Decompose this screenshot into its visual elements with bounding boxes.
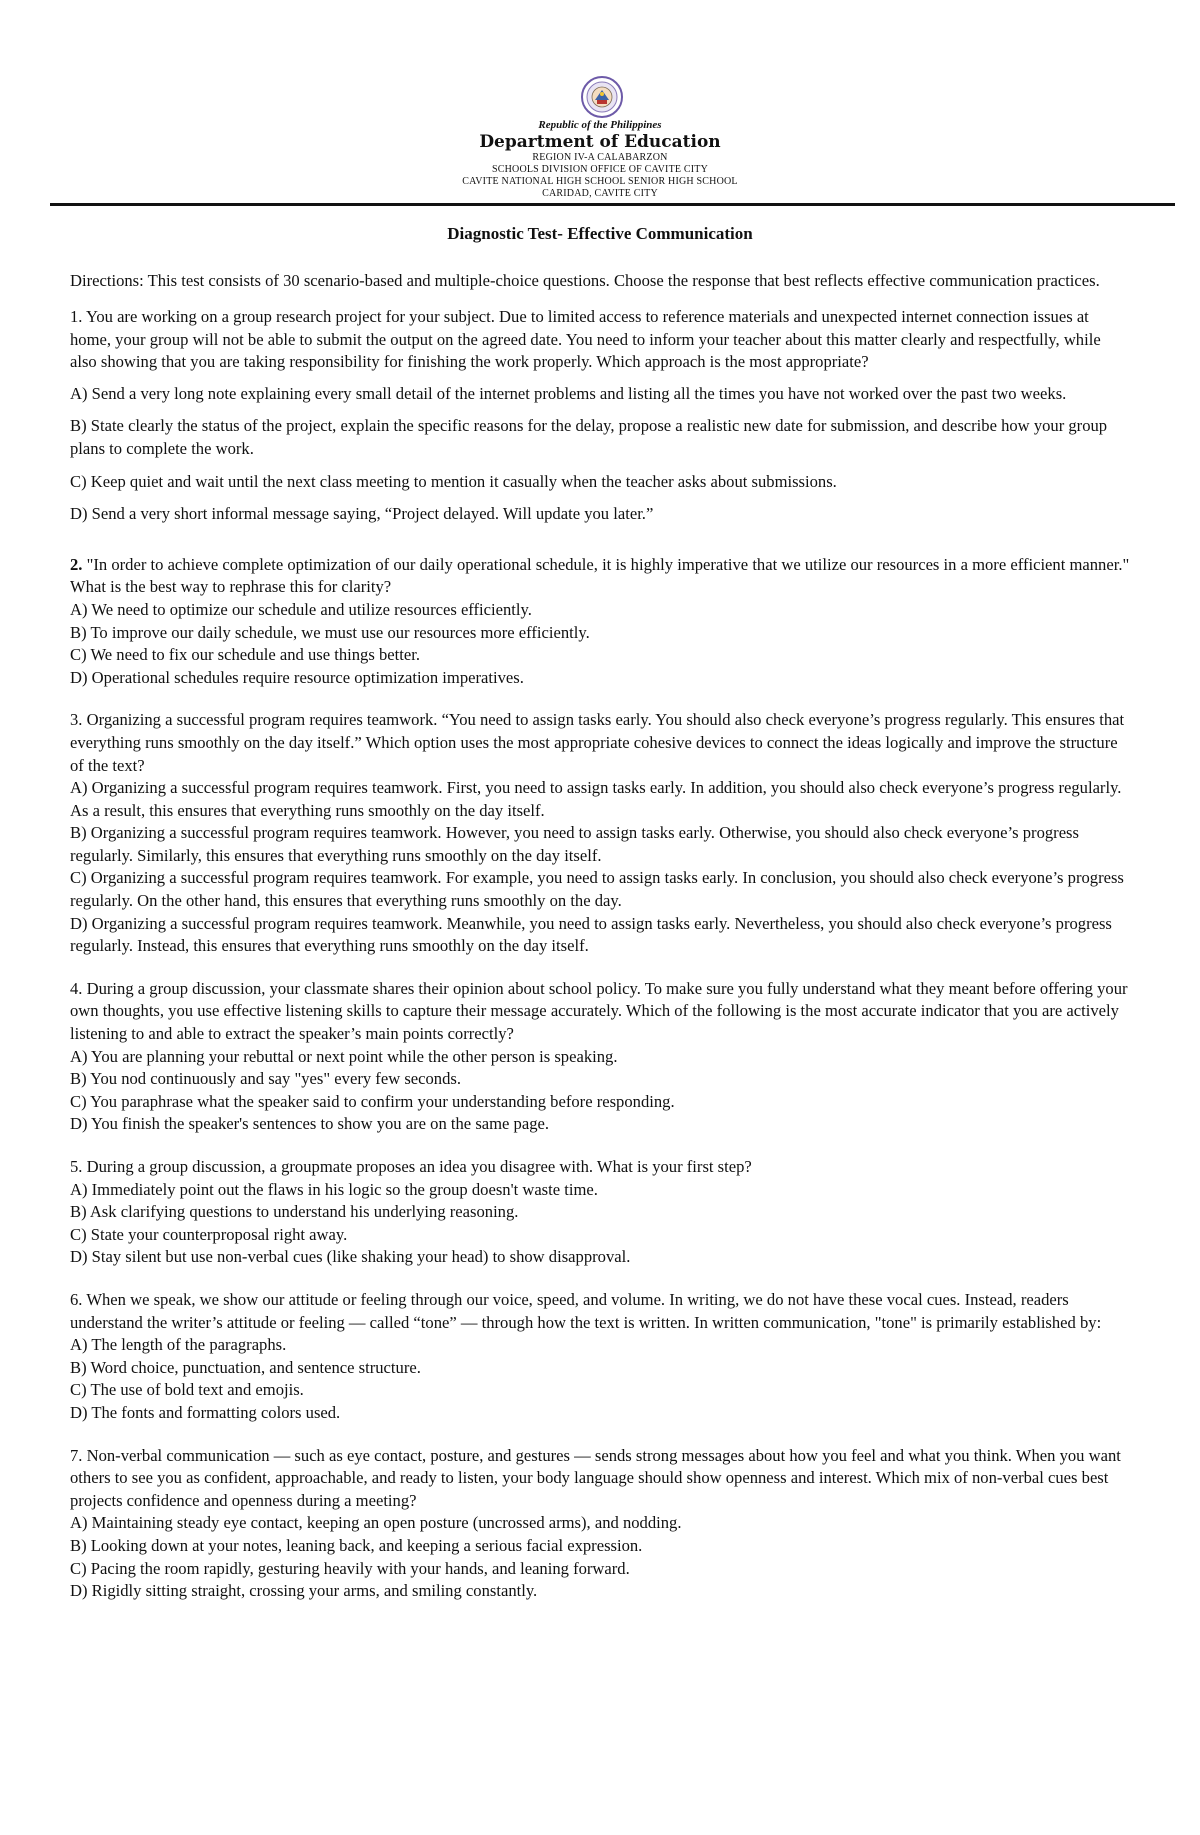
option-b: B) Word choice, punctuation, and sentence structure. — [70, 1357, 421, 1377]
option-d: D) Operational schedules require resource optimization imperatives. — [70, 667, 524, 687]
header-divider — [50, 203, 1175, 206]
option-d: D) Rigidly sitting straight, crossing your arms, and smiling constantly. — [70, 1581, 538, 1601]
header-department: Department of Education — [479, 132, 721, 152]
directions: Directions: This test consists of 30 scenario-based and multiple-choice questions. Choose the response that best reflects effective communication practices. — [70, 271, 1100, 290]
question-stem — [70, 1445, 1130, 1513]
page-title: Diagnostic Test- Effective Communication — [447, 224, 753, 243]
question-text: "In order to achieve complete optimization of our daily operational schedule, it is highly imperative that we utilize our resources in a more efficient manner." What is the best way to rephrase this for clarity? — [70, 554, 1130, 597]
question-4 — [70, 978, 1130, 1136]
header-republic: Republic of the Philippines — [538, 119, 662, 131]
question-stem — [70, 978, 1130, 1046]
question-number: 7. — [70, 1445, 83, 1465]
header-region: REGION IV-A CALABARZON — [532, 152, 668, 163]
option-b: B) Looking down at your notes, leaning back, and keeping a serious facial expression. — [70, 1535, 643, 1555]
question-number: 3. — [70, 710, 83, 730]
option-a: A) Immediately point out the flaws in his logic so the group doesn't waste time. — [70, 1179, 598, 1199]
question-stem — [70, 554, 1130, 599]
question-1 — [70, 306, 1130, 526]
question-number: 2. — [70, 554, 83, 574]
question-text: Non-verbal communication — such as eye contact, posture, and gestures — sends strong messages about how you feel and what you think. When you want others to see you as confident, approachable, and ready to listen, your body language should show openness and interest. Which mix of non-verbal cues best projects confidence and openness during a meeting? — [70, 1445, 1121, 1510]
option-d: D) Send a very short informal message saying, “Project delayed. Will update you later.” — [70, 504, 654, 524]
question-3 — [70, 709, 1130, 958]
option-c: C) The use of bold text and emojis. — [70, 1380, 304, 1400]
question-stem — [70, 306, 1130, 374]
option-b: B) State clearly the status of the project, explain the specific reasons for the delay, propose a realistic new date for submission, and describe how your group plans to complete the work. — [70, 416, 1108, 458]
option-c: C) You paraphrase what the speaker said to confirm your understanding before responding. — [70, 1091, 675, 1111]
question-text: When we speak, we show our attitude or feeling through our voice, speed, and volume. In writing, we do not have these vocal cues. Instead, readers understand the writer’s attitude or feeling — called “tone” — through how the text is written. In written communication, "tone" is primarily established by: — [70, 1289, 1102, 1332]
header-school: CAVITE NATIONAL HIGH SCHOOL SENIOR HIGH SCHOOL — [462, 176, 738, 187]
question-number: 4. — [70, 978, 83, 998]
option-b: B) To improve our daily schedule, we must use our resources more efficiently. — [70, 622, 590, 642]
option-d: D) Stay silent but use non-verbal cues (like shaking your head) to show disapproval. — [70, 1247, 631, 1267]
question-2 — [70, 554, 1130, 690]
option-c: C) We need to fix our schedule and use things better. — [70, 645, 420, 665]
question-stem — [70, 1289, 1130, 1334]
option-b: B) Ask clarifying questions to understand his underlying reasoning. — [70, 1202, 519, 1222]
question-stem — [70, 709, 1130, 777]
question-number: 1. — [70, 307, 83, 326]
option-b: B) You nod continuously and say "yes" every few seconds. — [70, 1069, 462, 1089]
option-c: C) Keep quiet and wait until the next class meeting to mention it casually when the teacher asks about submissions. — [70, 471, 837, 491]
question-stem — [70, 1156, 1130, 1179]
test-body — [70, 268, 1130, 1623]
option-d: D) You finish the speaker's sentences to show you are on the same page. — [70, 1114, 550, 1134]
question-text: You are working on a group research project for your subject. Due to limited access to reference materials and unexpected internet connection issues at home, your group will not be able to submit the output on the agreed date. You need to inform your teacher about this matter clearly and respectfully, while also showing that you are taking responsibility for finishing the work properly. Which approach is the most appropriate? — [70, 307, 1101, 372]
option-d: D) Organizing a successful program requires teamwork. Meanwhile, you need to assign tasks early. Nevertheless, you should also check everyone’s progress regularly. Instead, this ensures that everything runs smoothly on the day itself. — [70, 913, 1112, 956]
option-d: D) The fonts and formatting colors used. — [70, 1402, 341, 1422]
option-a: A) Send a very long note explaining every small detail of the internet problems and listing all the times you have not worked over the past two weeks. — [70, 383, 1067, 403]
header-address: CARIDAD, CAVITE CITY — [542, 188, 658, 199]
header-division: SCHOOLS DIVISION OFFICE OF CAVITE CITY — [491, 164, 709, 175]
question-text: Organizing a successful program requires teamwork. “You need to assign tasks early. You should also check everyone’s progress regularly. This ensures that everything runs smoothly on the day itself.” Which option uses the most appropriate cohesive devices to connect the ideas logically and improve the structure of the text? — [70, 710, 1125, 775]
question-text: During a group discussion, your classmate shares their opinion about school policy. To make sure you fully understand what they meant before offering your own thoughts, you use effective listening skills to capture their message accurately. Which of the following is the most accurate indicator that you are actively listening to and able to extract the speaker’s main points correctly? — [70, 978, 1128, 1044]
option-a: A) We need to optimize our schedule and utilize resources efficiently. — [70, 599, 532, 619]
question-7 — [70, 1445, 1130, 1603]
deped-seal-icon — [581, 76, 623, 118]
question-5 — [70, 1156, 1130, 1269]
question-6 — [70, 1289, 1130, 1425]
option-c: C) Organizing a successful program requires teamwork. For example, you need to assign tasks early. In conclusion, you should also check everyone’s progress regularly. On the other hand, this ensures that everything runs smoothly on the day. — [70, 868, 1124, 911]
option-b: B) Organizing a successful program requires teamwork. However, you need to assign tasks early. Otherwise, you should also check everyone’s progress regularly. Similarly, this ensures that everything runs smoothly on the day itself. — [70, 823, 1079, 865]
option-c: C) Pacing the room rapidly, gesturing heavily with your hands, and leaning forward. — [70, 1558, 630, 1578]
option-c: C) State your counterproposal right away. — [70, 1224, 348, 1244]
option-a: A) The length of the paragraphs. — [70, 1335, 287, 1355]
option-a: A) Organizing a successful program requires teamwork. First, you need to assign tasks early. In addition, you should also check everyone’s progress regularly. As a result, this ensures that everything runs smoothly on the day itself. — [70, 778, 1122, 820]
question-number: 5. — [70, 1157, 83, 1176]
option-a: A) You are planning your rebuttal or next point while the other person is speaking. — [70, 1046, 618, 1066]
option-a: A) Maintaining steady eye contact, keeping an open posture (uncrossed arms), and nodding. — [70, 1513, 682, 1533]
letterhead — [0, 0, 1200, 206]
question-text: During a group discussion, a groupmate proposes an idea you disagree with. What is your first step? — [86, 1157, 752, 1176]
question-number: 6. — [70, 1289, 83, 1309]
